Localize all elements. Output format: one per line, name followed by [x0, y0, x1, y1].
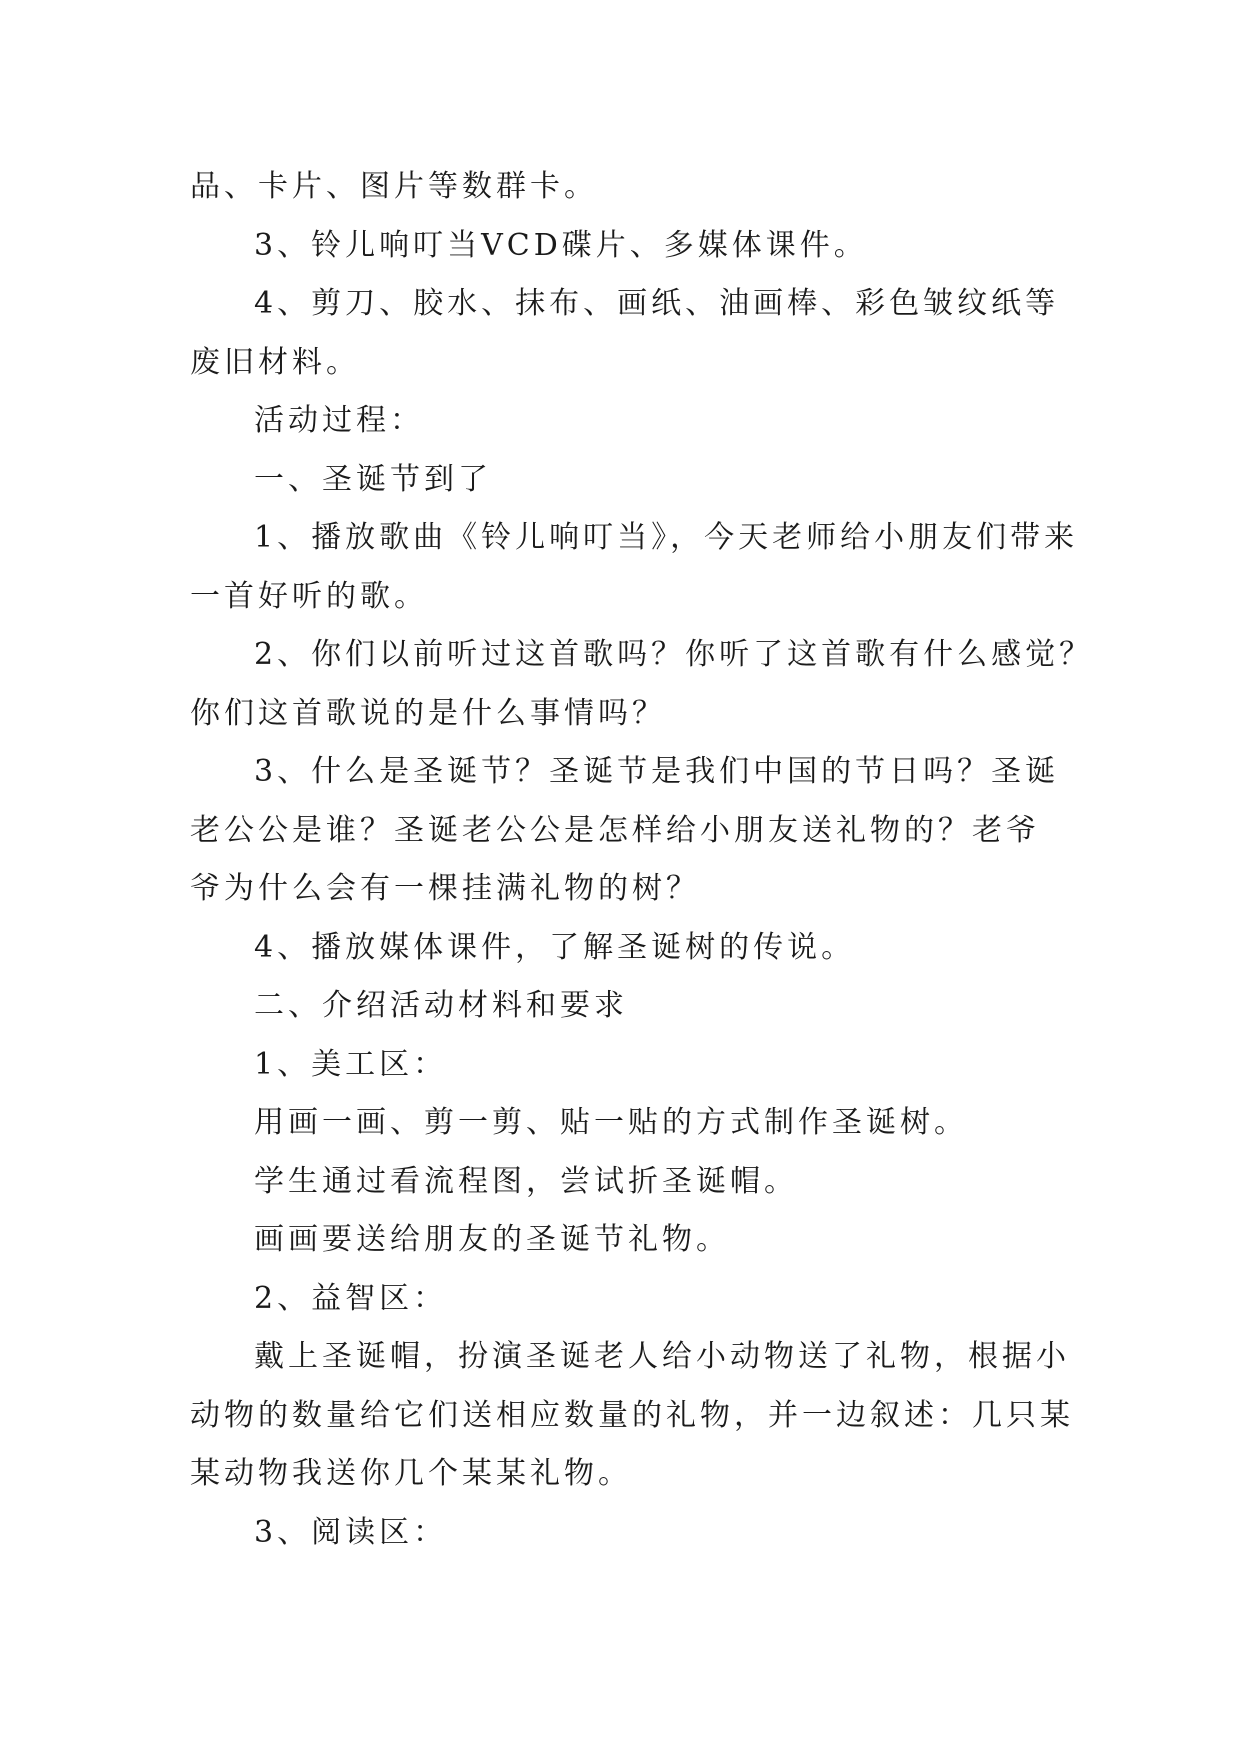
- text-line: 2、益智区：: [254, 1280, 448, 1316]
- text-line: 3、铃儿响叮当VCD碟片、多媒体课件。: [254, 227, 868, 263]
- text-line: 你们这首歌说的是什么事情吗？: [190, 695, 666, 731]
- text-line: 品、卡片、图片等数群卡。: [190, 169, 598, 204]
- section-heading: 活动过程：: [254, 403, 424, 438]
- document-body: [190, 158, 1094, 1562]
- text-line: 3、什么是圣诞节？圣诞节是我们中国的节日吗？圣诞: [254, 754, 1060, 789]
- text-line: 4、播放媒体课件，了解圣诞树的传说。: [254, 929, 856, 965]
- text-line: 2、你们以前听过这首歌吗？你听了这首歌有什么感觉？: [254, 637, 1094, 672]
- text-line: 老公公是谁？圣诞老公公是怎样给小朋友送礼物的？老爷: [190, 812, 1040, 848]
- text-line: 一首好听的歌。: [190, 578, 428, 614]
- section-heading: 二、介绍活动材料和要求: [254, 988, 628, 1023]
- section-heading: 一、圣诞节到了: [254, 461, 492, 497]
- text-line: 1、播放歌曲《铃儿响叮当》，今天老师给小朋友们带来: [254, 520, 1079, 555]
- text-line: 废旧材料。: [190, 344, 360, 380]
- text-line: 1、美工区：: [254, 1046, 448, 1082]
- text-line: 4、剪刀、胶水、抹布、画纸、油画棒、彩色皱纹纸等: [254, 286, 1060, 321]
- text-line: 用画一画、剪一剪、贴一贴的方式制作圣诞树。: [254, 1105, 968, 1140]
- text-line: 动物的数量给它们送相应数量的礼物，并一边叙述：几只某: [190, 1397, 1074, 1433]
- text-line: 某动物我送你几个某某礼物。: [190, 1456, 632, 1491]
- text-line: 画画要送给朋友的圣诞节礼物。: [254, 1222, 730, 1257]
- text-line: 3、阅读区：: [254, 1514, 448, 1550]
- text-line: 学生通过看流程图，尝试折圣诞帽。: [254, 1163, 798, 1199]
- text-line: 爷为什么会有一棵挂满礼物的树？: [190, 871, 700, 906]
- text-line: 戴上圣诞帽，扮演圣诞老人给小动物送了礼物，根据小: [254, 1339, 1070, 1374]
